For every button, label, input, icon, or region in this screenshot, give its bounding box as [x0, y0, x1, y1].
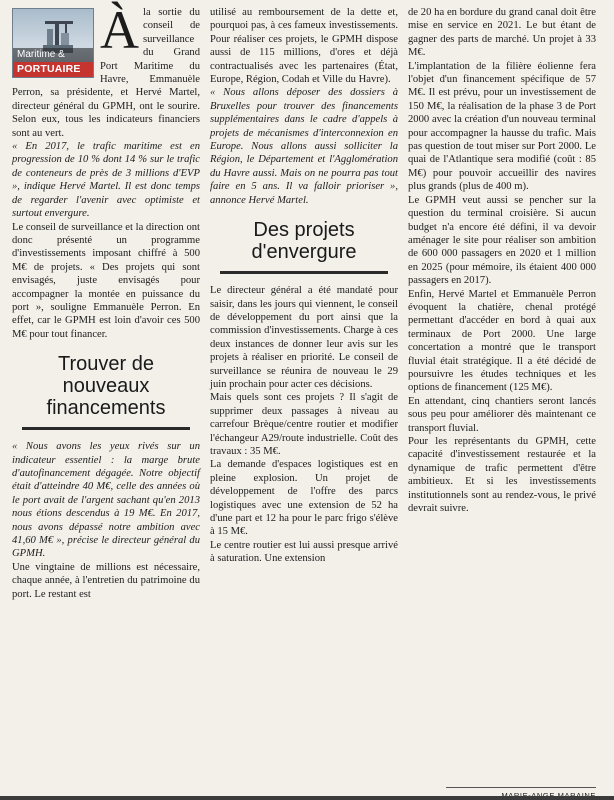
intertitle-financements: Trouver de nouveaux financements — [46, 353, 166, 420]
paragraph: Pour les représentants du GPMH, cette capacité d'investissement restaurée et la dynamique de trafic permettent d'être ambitieux. Et si les investissements institutionnels sont au rendez-vous, le privé devrait suivre. — [408, 436, 596, 515]
column-1 — [12, 0, 200, 800]
rubric-line-2: PORTUAIRE — [13, 62, 93, 77]
paragraph: Le conseil de surveillance et la direction ont donc présenté un programme d'investissements imposant chiffré à 500 M€ de projets. « Des projets qui sont envisagés, juste envisagés pour accompagner la montée en puissance du port », souligne Emmanuèle Perron. En effet, car le GPMH est loin d'avoir ces 500 M€ pour tout financer. — [12, 221, 200, 340]
paragraph: Le GPMH veut aussi se pencher sur la question du terminal croisière. Si aucun budget n'a encore été défini, il va devoir aménager le site pour réaliser son ambition de 600 000 passagers en 2020 et 1 million en 2025 (pour mémoire, ils étaient 400 000 passagers en 2017). — [408, 194, 596, 287]
paragraph: Une vingtaine de millions est nécessaire, chaque année, à l'entretien du patrimoine du port. Le restant est — [12, 561, 200, 600]
rubric-logo — [12, 8, 94, 78]
paragraph-quote: « Nous allons déposer des dossiers à Bruxelles pour trouver des financements supplémentaires dans le cadre d'appels à projets de mécanismes d'interconnexion en Europe. Nous allons aussi solliciter la Région, le Département et l'Agglomération du Havre aussi. Mais on ne pourra pas tout faire en 5 ans. Il va falloir prioriser », annonce Hervé Martel. — [210, 87, 398, 206]
intertitle-rule — [22, 427, 190, 430]
intertitle-envergure: Des projets d'envergure — [251, 219, 357, 264]
paragraph: Le directeur général a été mandaté pour saisir, dans les jours qui viennent, le conseil de développement du port ainsi que la commission d'investissements. Charge à ces deux instances de donner leur avis sur les projets à réaliser en priorité. Le conseil de surveillance se réunira de nouveau le 29 juin prochain pour acter ces décisions. — [210, 285, 398, 390]
paragraph: utilisé au remboursement de la dette et, pourquoi pas, à ces fameux investissements. Pour réaliser ces projets, le GPMH dispose aussi de 115 millions, d'ores et déjà contractualisés avec les partenaires (État, Europe, Région, Codah et Ville du Havre). — [210, 7, 398, 86]
rubric-line-1: Maritime & — [13, 48, 93, 62]
drop-cap: À — [100, 0, 139, 60]
column-2 — [210, 6, 398, 800]
paragraph: Mais quels sont ces projets ? Il s'agit de supprimer deux passages à niveau au carrefour Brèque/centre routier et modifier l'échangeur A29/route industrielle. Coût des travaux : 35 M€. — [210, 392, 398, 457]
paragraph: Le centre routier est lui aussi presque arrivé à saturation. Une extension — [210, 539, 398, 565]
paragraph: L'implantation de la filière éolienne fera l'objet d'un financement spécifique de 57 M€. Il est prévu, pour un investissement de 150 M€, la réalisation de la phase 3 de Port 2000 avec la création d'un nouveau terminal pour accompagner la hausse du trafic. Mais pas question de tout miser sur Port 2000. Le quai de l'Atlantique sera modifié (coût : 85 M€) pour pouvoir accueillir des navires plus grands (plus de 400 m). — [408, 60, 596, 193]
paragraph: la sortie du conseil de surveillance du Grand Port Maritime du Havre, Emmanuèle Perron, sa présidente, et Hervé Martel, directeur général du GPMH, ont le sourire. Selon eux, tous les indicateurs financiers sont au vert. — [12, 7, 200, 139]
intertitle-rule — [220, 271, 388, 274]
paragraph-quote: « En 2017, le trafic maritime est en progression de 10 % dont 14 % sur le trafic de conteneurs de près de 3 millions d'EVP », indique Hervé Martel. Il est donc temps de regarder l'avenir avec optimiste et surtout envergure. — [12, 141, 200, 220]
page-bottom-edge — [0, 796, 614, 800]
paragraph: de 20 ha en bordure du grand canal doit être mise en service en 2021. Le but étant de gagner des parts de marché. Un projet à 33 M€. — [408, 7, 596, 59]
paragraph: En attendant, cinq chantiers seront lancés sous peu pour améliorer dès maintenant ce transport fluvial. — [408, 395, 596, 434]
paragraph: Enfin, Hervé Martel et Emmanuèle Perron évoquent la chatière, chenal protégé permettant d'accéder en bord à quai aux terminaux de Port 2000. Une large concertation a montré que le transport fluvial était stratégique. Il a été décidé de poursuivre les études techniques et les options de financement (125 M€). — [408, 288, 596, 394]
paragraph-quote: « Nous avons les yeux rivés sur un indicateur essentiel : la marge brute d'autofinancement dégagée. Notre objectif était d'atteindre 40 M€, celle des années où le port avait de l'argent sachant qu'en 2013 nous étions descendus à 19 M€. En 2017, nous avons dépassé notre ambition avec 41,60 M€ », précise le directeur général du GPMH. — [12, 441, 200, 560]
column-3 — [408, 6, 596, 800]
paragraph: La demande d'espaces logistiques est en pleine explosion. Un projet de développement de l'offre des parcs logistiques avec une extension de 52 ha d'une part et 12 ha pour le parc frigo s'élève à 15 M€. — [210, 459, 398, 538]
